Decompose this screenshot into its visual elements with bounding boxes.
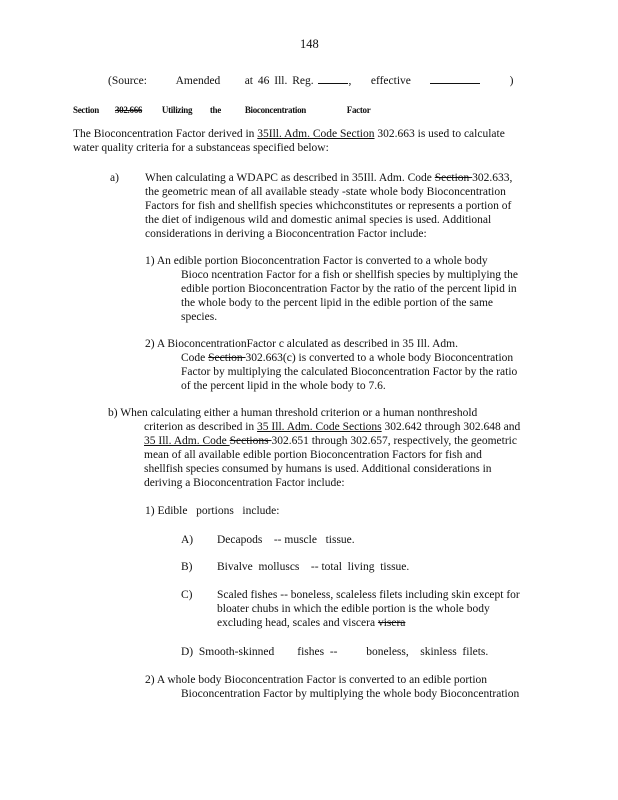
- item-a1-line-5: species.: [181, 311, 218, 323]
- source-note: [108, 73, 513, 88]
- item-a-struck: Section: [434, 172, 473, 184]
- item-b-text: criterion as described in: [144, 421, 258, 433]
- intro-text-end: 302.663 is used to calculate: [374, 128, 505, 140]
- item-a1-line-3: edible portion Bioconcentration Factor by the ratio of the percent lipid in: [181, 283, 517, 295]
- section-word-1: Utilizing: [161, 105, 193, 115]
- intro-text: The Bioconcentration Factor derived in: [73, 128, 258, 140]
- item-a-text-end: 302.633,: [472, 172, 513, 184]
- item-b-line-1: b) When calculating either a human threshold criterion or a human nonthreshold: [108, 407, 478, 419]
- item-b-text-end: 302.642 through 302.648 and: [381, 421, 521, 433]
- item-a2-line-4: of the percent lipid in the whole body to 7.6.: [181, 380, 386, 392]
- source-open: (Source:: [108, 75, 147, 87]
- source-comma: ,: [348, 75, 352, 87]
- item-b1B-text: Bivalve molluscs -- total living tissue.: [217, 561, 410, 573]
- effective-date-blank: [430, 73, 480, 84]
- item-b2-line-2: Bioconcentration Factor by multiplying the whole body Bioconcentration: [181, 688, 520, 700]
- item-a2-text-end: 302.663(c) is converted to a whole body Bioconcentration: [245, 352, 514, 364]
- item-a2-text: Code: [181, 352, 209, 364]
- item-a-line-2: the geometric mean of all available steady -state whole body Bioconcentration: [145, 186, 506, 198]
- item-b1C-line-1: Scaled fishes -- boneless, scaleless filets including skin except for: [217, 589, 520, 601]
- item-a1-line-2: Bioco ncentration Factor for a fish or shellfish species by multiplying the: [181, 269, 518, 281]
- page-number: 148: [300, 37, 319, 51]
- item-b1C-marker: C): [181, 589, 193, 601]
- section-number: 302.666: [114, 105, 143, 115]
- section-label: Section: [73, 105, 99, 115]
- item-a-line-3: Factors for fish and shellfish species whichconstitutes or represents a portion of: [145, 200, 512, 212]
- item-a-line-4: the diet of indigenous wild and domestic animal species is used. Additional: [145, 214, 492, 226]
- item-a-paragraph: [145, 171, 512, 241]
- item-b1C-paragraph: [217, 588, 520, 630]
- item-b1B-marker: B): [181, 561, 193, 573]
- item-b1C-struck: visera: [377, 617, 406, 629]
- item-b1-label: 1) Edible portions include:: [145, 505, 280, 517]
- item-b-struck: Sections: [229, 435, 272, 447]
- item-a1-paragraph: [145, 254, 518, 324]
- item-a1-line-1: 1) An edible portion Bioconcentration Factor is converted to a whole body: [145, 255, 488, 267]
- item-b-line-4: mean of all available edible portion Bioconcentration Factors for fish and: [144, 449, 482, 461]
- item-a-line-5: considerations in deriving a Bioconcentration Factor include:: [145, 228, 427, 240]
- item-b2-paragraph: [145, 673, 519, 701]
- item-b-line-5: shellfish species consumed by humans is used. Additional considerations in: [144, 463, 492, 475]
- item-a1-line-4: the whole body to the percent lipid in the edible portion of the same: [181, 297, 494, 309]
- item-a-marker: a): [110, 172, 119, 184]
- source-amended: Amended: [175, 75, 221, 87]
- source-effective: effective: [370, 75, 411, 87]
- item-b-paragraph: [108, 406, 520, 490]
- item-a2-struck: Section: [208, 352, 246, 364]
- source-close: ): [509, 75, 514, 87]
- intro-line-2: water quality criteria for a substanceas specified below:: [73, 142, 329, 154]
- item-b2-line-1: 2) A whole body Bioconcentration Factor is converted to an edible portion: [145, 674, 488, 686]
- item-a2-line-3: Factor by multiplying the calculated Bioconcentration Factor by the ratio: [181, 366, 518, 378]
- item-b1C-line-2: bloater chubs in which the edible portion is the whole body: [217, 603, 490, 615]
- section-word-4: Factor: [346, 105, 371, 115]
- item-b-citation: 35 Ill. Adm. Code Sections: [257, 421, 382, 433]
- intro-paragraph: [73, 127, 505, 155]
- intro-citation: 35Ill. Adm. Code Section: [257, 128, 375, 140]
- register-blank: [318, 73, 348, 84]
- item-b1A-marker: A): [181, 534, 194, 546]
- item-b1A-text: Decapods -- muscle tissue.: [217, 534, 355, 546]
- item-a2-line-1: 2) A BioconcentrationFactor c alculated as described in 35 Ill. Adm.: [145, 338, 458, 350]
- section-word-2: the: [209, 105, 221, 115]
- item-b-citation-2: 35 Ill. Adm. Code: [144, 435, 230, 447]
- source-reg: at 46 Ill. Reg.: [244, 75, 314, 87]
- item-a-text: When calculating a WDAPC as described in 35Ill. Adm. Code: [145, 172, 435, 184]
- section-heading: [73, 103, 370, 117]
- item-b1D-text: D) Smooth-skinned fishes -- boneless, skinless filets.: [181, 646, 489, 658]
- section-word-3: Bioconcentration: [244, 105, 307, 115]
- item-b1C-text: excluding head, scales and viscera: [217, 617, 378, 629]
- item-a2-paragraph: [145, 337, 517, 393]
- item-b-line-6: deriving a Bioconcentration Factor include:: [144, 477, 345, 489]
- item-b-line-3-end: 302.651 through 302.657, respectively, the geometric: [271, 435, 517, 447]
